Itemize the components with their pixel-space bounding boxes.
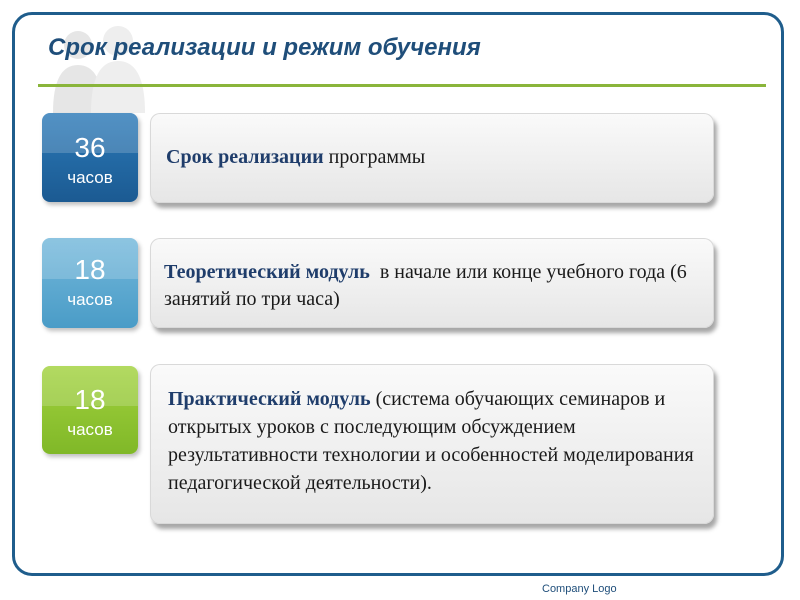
title-divider [38, 84, 766, 87]
card-text: программы [323, 146, 426, 168]
duration-badge-total [42, 113, 138, 202]
company-logo-text: Company Logo [542, 583, 617, 595]
duration-badge-theory [42, 238, 138, 328]
badge-number: 36 [74, 132, 106, 163]
card-program-duration [150, 113, 714, 203]
duration-badge-practice [42, 366, 138, 454]
card-text: в начале или конце учебного года (6 занятий по три часа) [164, 261, 692, 310]
badge-unit: часов [67, 420, 113, 439]
card-practice-module [150, 364, 714, 524]
card-heading: Срок реализации [166, 146, 324, 168]
card-theory-module [150, 238, 714, 328]
badge-number: 18 [74, 384, 106, 415]
badge-number: 18 [74, 254, 106, 285]
card-heading: Практический модуль [168, 388, 371, 410]
badge-unit: часов [67, 290, 113, 309]
card-text: (система обучающих семинаров и открытых уроков с последующим обсуждением результативности технологии и особенностей моделирования педагогической деятельности). [168, 388, 694, 494]
badge-unit: часов [67, 168, 113, 187]
slide-title: Срок реализации и режим обучения [48, 34, 481, 61]
card-heading: Теоретический модуль [164, 261, 370, 283]
